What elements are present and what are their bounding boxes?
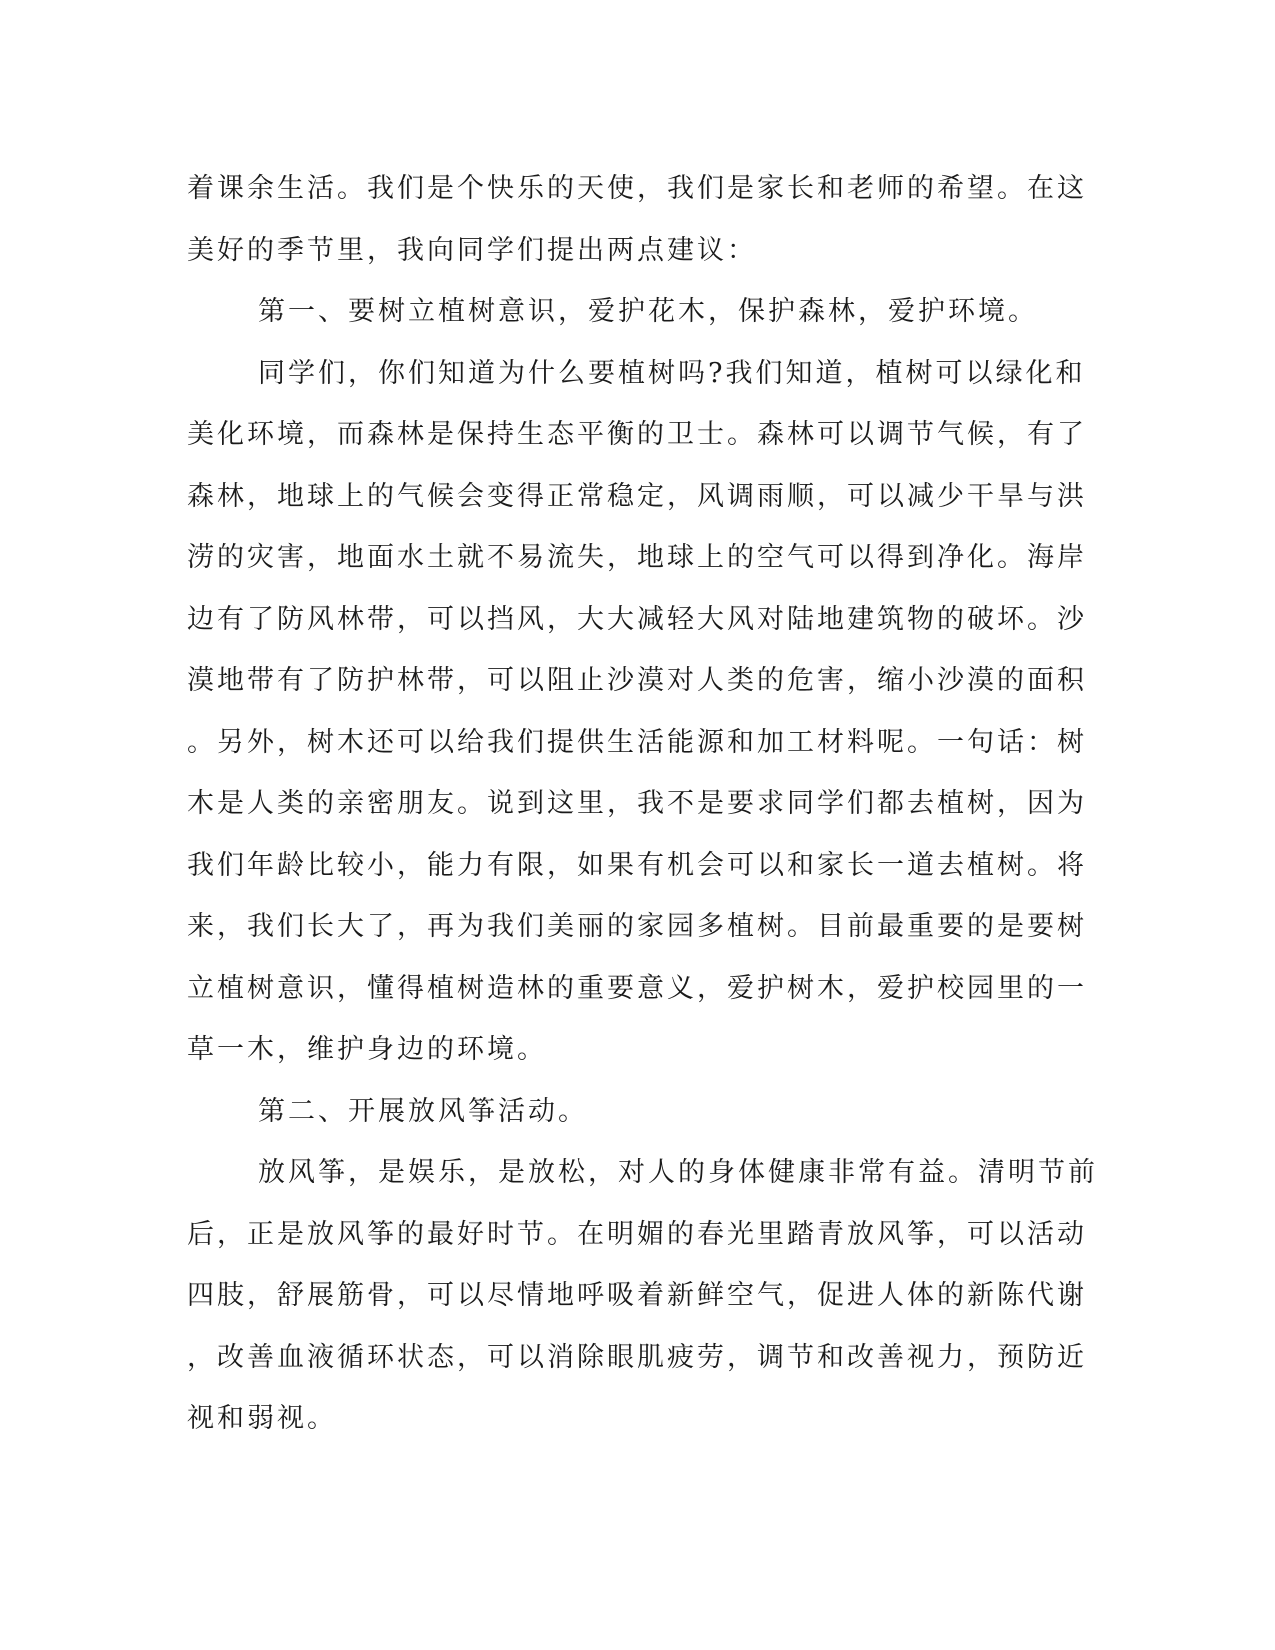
text-line: 来，我们长大了，再为我们美丽的家园多植树。目前最重要的是要树: [187, 911, 1087, 942]
text-line: 漠地带有了防护林带，可以阻止沙漠对人类的危害，缩小沙漠的面积: [187, 665, 1087, 696]
paragraph-start-line: 同学们，你们知道为什么要植树吗?我们知道，植树可以绿化和: [258, 357, 1086, 389]
heading-line: 第一、要树立植树意识，爱护花木，保护森林，爱护环境。: [258, 296, 1038, 327]
text-line: 木是人类的亲密朋友。说到这里，我不是要求同学们都去植树，因为: [187, 788, 1087, 819]
text-line: 视和弱视。: [187, 1403, 337, 1434]
heading-line: 第二、开展放风筝活动。: [258, 1095, 588, 1127]
text-line: 草一木，维护身边的环境。: [187, 1034, 547, 1065]
text-line: 美好的季节里，我向同学们提出两点建议：: [187, 234, 757, 266]
text-line: ，改善血液循环状态，可以消除眼肌疲劳，调节和改善视力，预防近: [187, 1341, 1087, 1373]
text-line: 边有了防风林带，可以挡风，大大减轻大风对陆地建筑物的破坏。沙: [187, 603, 1087, 635]
text-line: 。另外，树木还可以给我们提供生活能源和加工材料呢。一句话：树: [187, 726, 1087, 758]
text-line: 立植树意识，懂得植树造林的重要意义，爱护树木，爱护校园里的一: [187, 972, 1087, 1004]
text-line: 着课余生活。我们是个快乐的天使，我们是家长和老师的希望。在这: [187, 173, 1087, 204]
text-line: 我们年龄比较小，能力有限，如果有机会可以和家长一道去植树。将: [187, 849, 1087, 881]
text-line: 美化环境，而森林是保持生态平衡的卫士。森林可以调节气候，有了: [187, 419, 1087, 450]
text-line: 涝的灾害，地面水土就不易流失，地球上的空气可以得到净化。海岸: [187, 542, 1087, 573]
paragraph-start-line: 放风筝，是娱乐，是放松，对人的身体健康非常有益。清明节前: [258, 1157, 1098, 1188]
text-line: 森林，地球上的气候会变得正常稳定，风调雨顺，可以减少干旱与洪: [187, 480, 1087, 512]
text-line: 后，正是放风筝的最好时节。在明媚的春光里踏青放风筝，可以活动: [187, 1218, 1087, 1250]
text-line: 四肢，舒展筋骨，可以尽情地呼吸着新鲜空气，促进人体的新陈代谢: [187, 1280, 1087, 1311]
body-text: [187, 158, 1098, 1450]
